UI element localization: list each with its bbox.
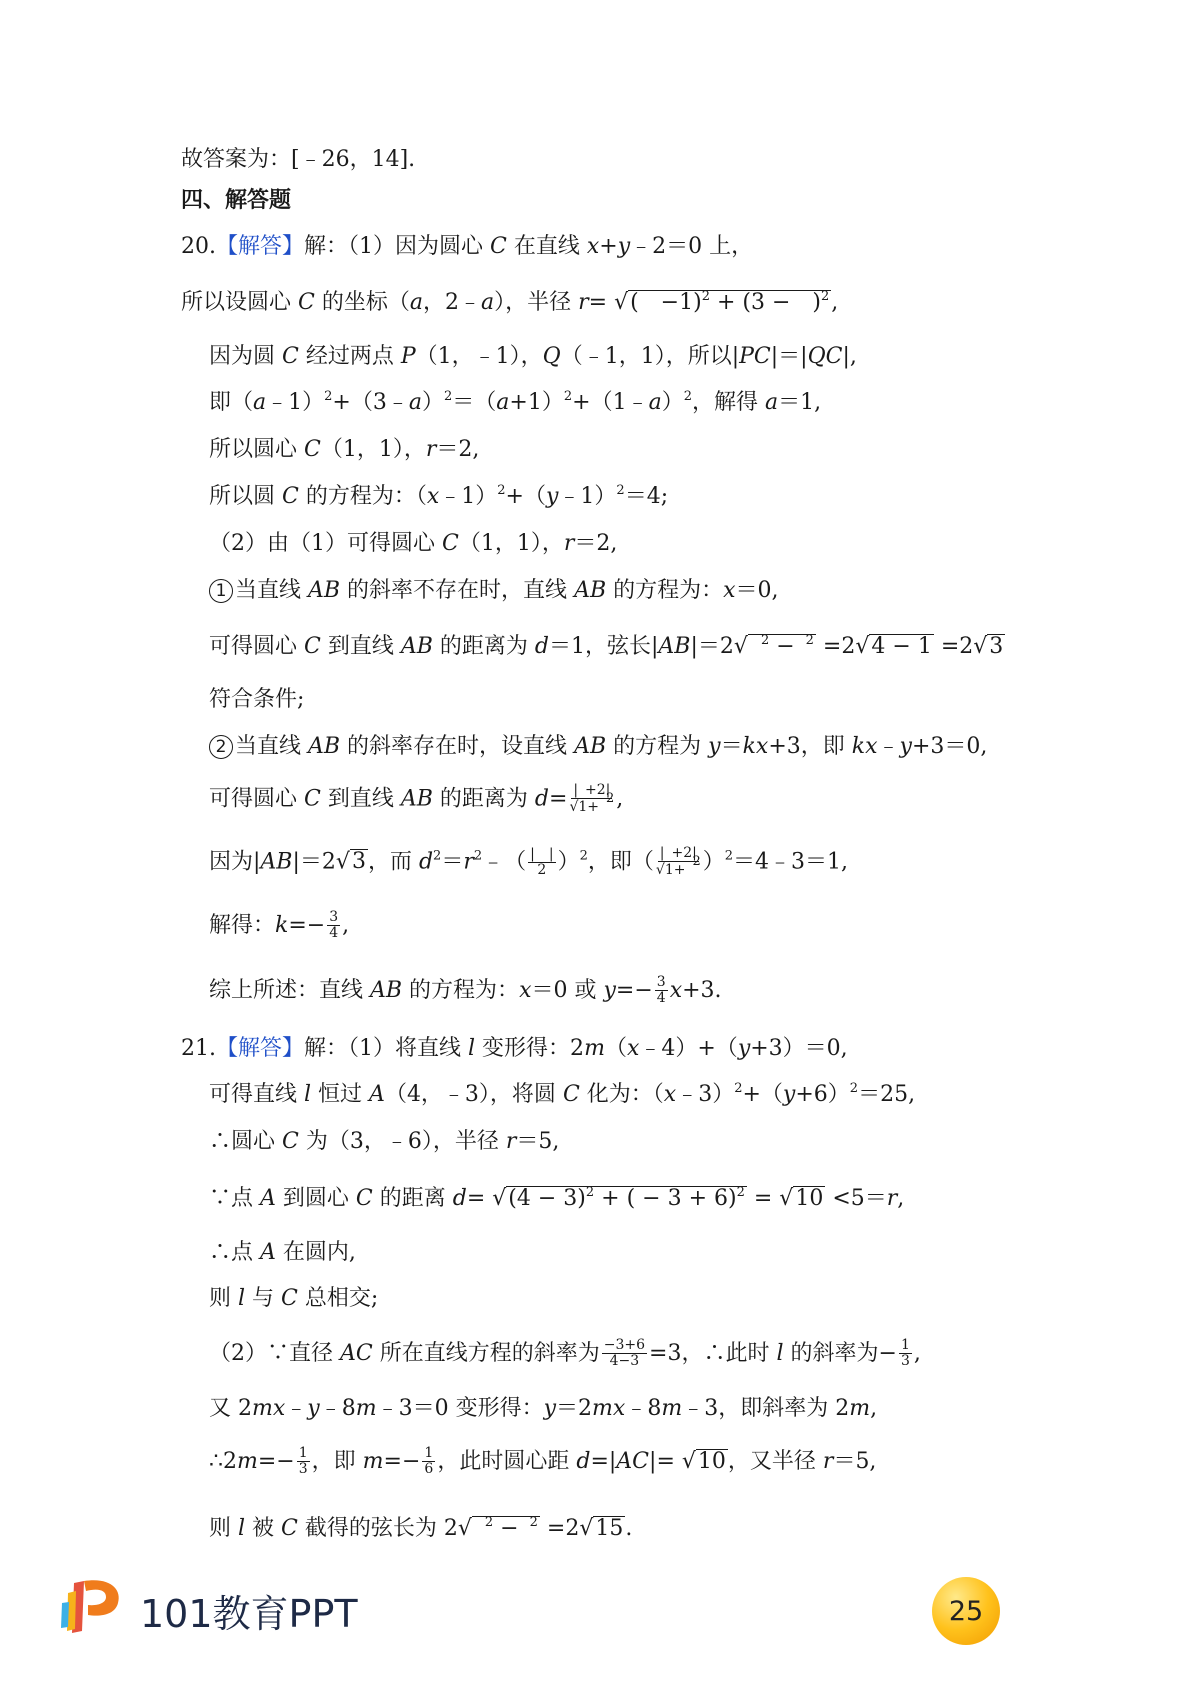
q20-line-8: 1 当直线 AB 的斜率不存在时，直线 AB 的方程为：x＝0, <box>209 579 779 603</box>
answer-tag: 【解答】 <box>216 234 305 259</box>
q20-number: 20. <box>181 234 216 259</box>
fraction: $\frac{3}{4}$ <box>329 909 339 942</box>
answer-line: 故答案为：[﹣26，14]. <box>181 147 416 172</box>
q20-line-5: 所以圆心 C（1，1），r＝2, <box>209 437 480 462</box>
fraction: $\frac{1}{3}$ <box>900 1337 910 1370</box>
q21-line-2: 可得直线 l 恒过 A（4，﹣3），将圆 C 化为：$(x﹣3)^2+(y+6)^2=25$, <box>209 1081 916 1107</box>
q20-line-7: （2）由（1）可得圆心 C（1，1），r＝2, <box>209 531 618 556</box>
q21-line-7: （2）∵直径 AC 所在直线方程的斜率为 $\frac{-3+6}{4-3}$ =3，∴此时 l 的斜率为− $\frac{1}{3}$ , <box>209 1337 921 1370</box>
q21-number: 21. <box>181 1036 216 1061</box>
fraction: $\frac{| +2|}{√1+ ^2}$ <box>655 845 701 879</box>
q20-line-15: 综上所述：直线 AB 的方程为：x＝0 或 y=− $\frac{3}{4}$ x+3. <box>209 974 722 1007</box>
q21-line-9: ∴2m=− $\frac{1}{3}$ ，即 m=− $\frac{1}{6}$ ，此时圆心距 d=|AC|= √10，又半径 r＝5, <box>209 1445 877 1478</box>
page-number-badge <box>932 1577 1000 1645</box>
fraction: $\frac{-3+6}{4-3}$ <box>603 1337 646 1370</box>
q21-line-5: ∴点 A 在圆内, <box>209 1240 356 1265</box>
q20-line-1: 20.【解答】解：（1）因为圆心 C 在直线 x+y﹣2＝0 上， <box>181 234 754 259</box>
q20-line-14: 解得：k=− $\frac{3}{4}$ , <box>209 909 350 942</box>
q20-line-4: 即$(a﹣1)^2+(3﹣a)^2=(a+1)^2+(1﹣a)^2$，解得 a＝1, <box>209 389 822 415</box>
page-number: 25 <box>948 1595 984 1627</box>
fraction: $\frac{3}{4}$ <box>656 974 666 1007</box>
q20-line-13: 因为|AB|＝2√3，而 $d^2=r^2﹣$（ $\frac{| |}{2}$ ）$^2$，即（ $\frac{| +2|}{√1+ ^2}$ ）$^2$＝4﹣3＝1, <box>209 845 849 879</box>
q21-line-4: ∵点 A 到圆心 C 的距离 $d= √(4 - 3)^2$ + ( − 3 + 6)$^2$ = √10 <5＝r, <box>209 1185 905 1211</box>
brand-name: 101教育PPT <box>140 1592 358 1636</box>
q20-line-11: 2 当直线 AB 的斜率存在时，设直线 AB 的方程为 y＝kx+3，即 kx﹣y+3＝0, <box>209 735 987 759</box>
q21-line-1: 21.【解答】解：（1）将直线 l 变形得：2m（x﹣4）+（y+3）＝0, <box>181 1036 848 1061</box>
q21-line-3: ∴圆心 C 为（3，﹣6），半径 r＝5, <box>209 1129 560 1154</box>
section-heading: 四、解答题 <box>181 187 292 213</box>
circled-two-icon: 2 <box>209 735 233 759</box>
fraction: $\frac{| |}{2}$ <box>530 845 554 878</box>
fraction: $\frac{1}{3}$ <box>298 1445 308 1478</box>
circled-one-icon: 1 <box>209 579 233 603</box>
q20-line-3: 因为圆 C 经过两点 P（1，﹣1），Q（﹣1，1），所以|PC|＝|QC|, <box>209 344 857 369</box>
brand-logo-icon <box>60 1575 140 1637</box>
answer-tag: 【解答】 <box>216 1036 305 1061</box>
fraction: $\frac{| +2|}{√1+ ^2}$ <box>569 782 615 816</box>
q21-line-8: 又 2mx﹣y﹣8m﹣3＝0 变形得：y＝2mx﹣8m﹣3，即斜率为 2m, <box>209 1396 878 1421</box>
q21-line-6: 则 l 与 C 总相交; <box>209 1286 379 1311</box>
q20-line-9: 可得圆心 C 到直线 AB 的距离为 d＝1，弦长|AB|＝2√ $^2$ − $^2$ =2√4 − 1 =2√3 <box>209 633 1004 659</box>
fraction: $\frac{1}{6}$ <box>424 1445 434 1478</box>
q20-line-12: 可得圆心 C 到直线 AB 的距离为 d= $\frac{| +2|}{√1+ ^2}$ , <box>209 782 624 816</box>
q20-line-10: 符合条件; <box>209 687 305 712</box>
q21-line-10: 则 l 被 C 截得的弦长为 2√ $^2$ − $^2$ =2√15. <box>209 1515 633 1541</box>
q20-line-6: 所以圆 C 的方程为：（x﹣1）$^2$+（y﹣1）$^2$＝4; <box>209 483 669 509</box>
q20-line-2: 所以设圆心 C 的坐标（a，2﹣a），半径 r= √( −1)$^2$ + (3 − )$^2$, <box>181 289 839 315</box>
